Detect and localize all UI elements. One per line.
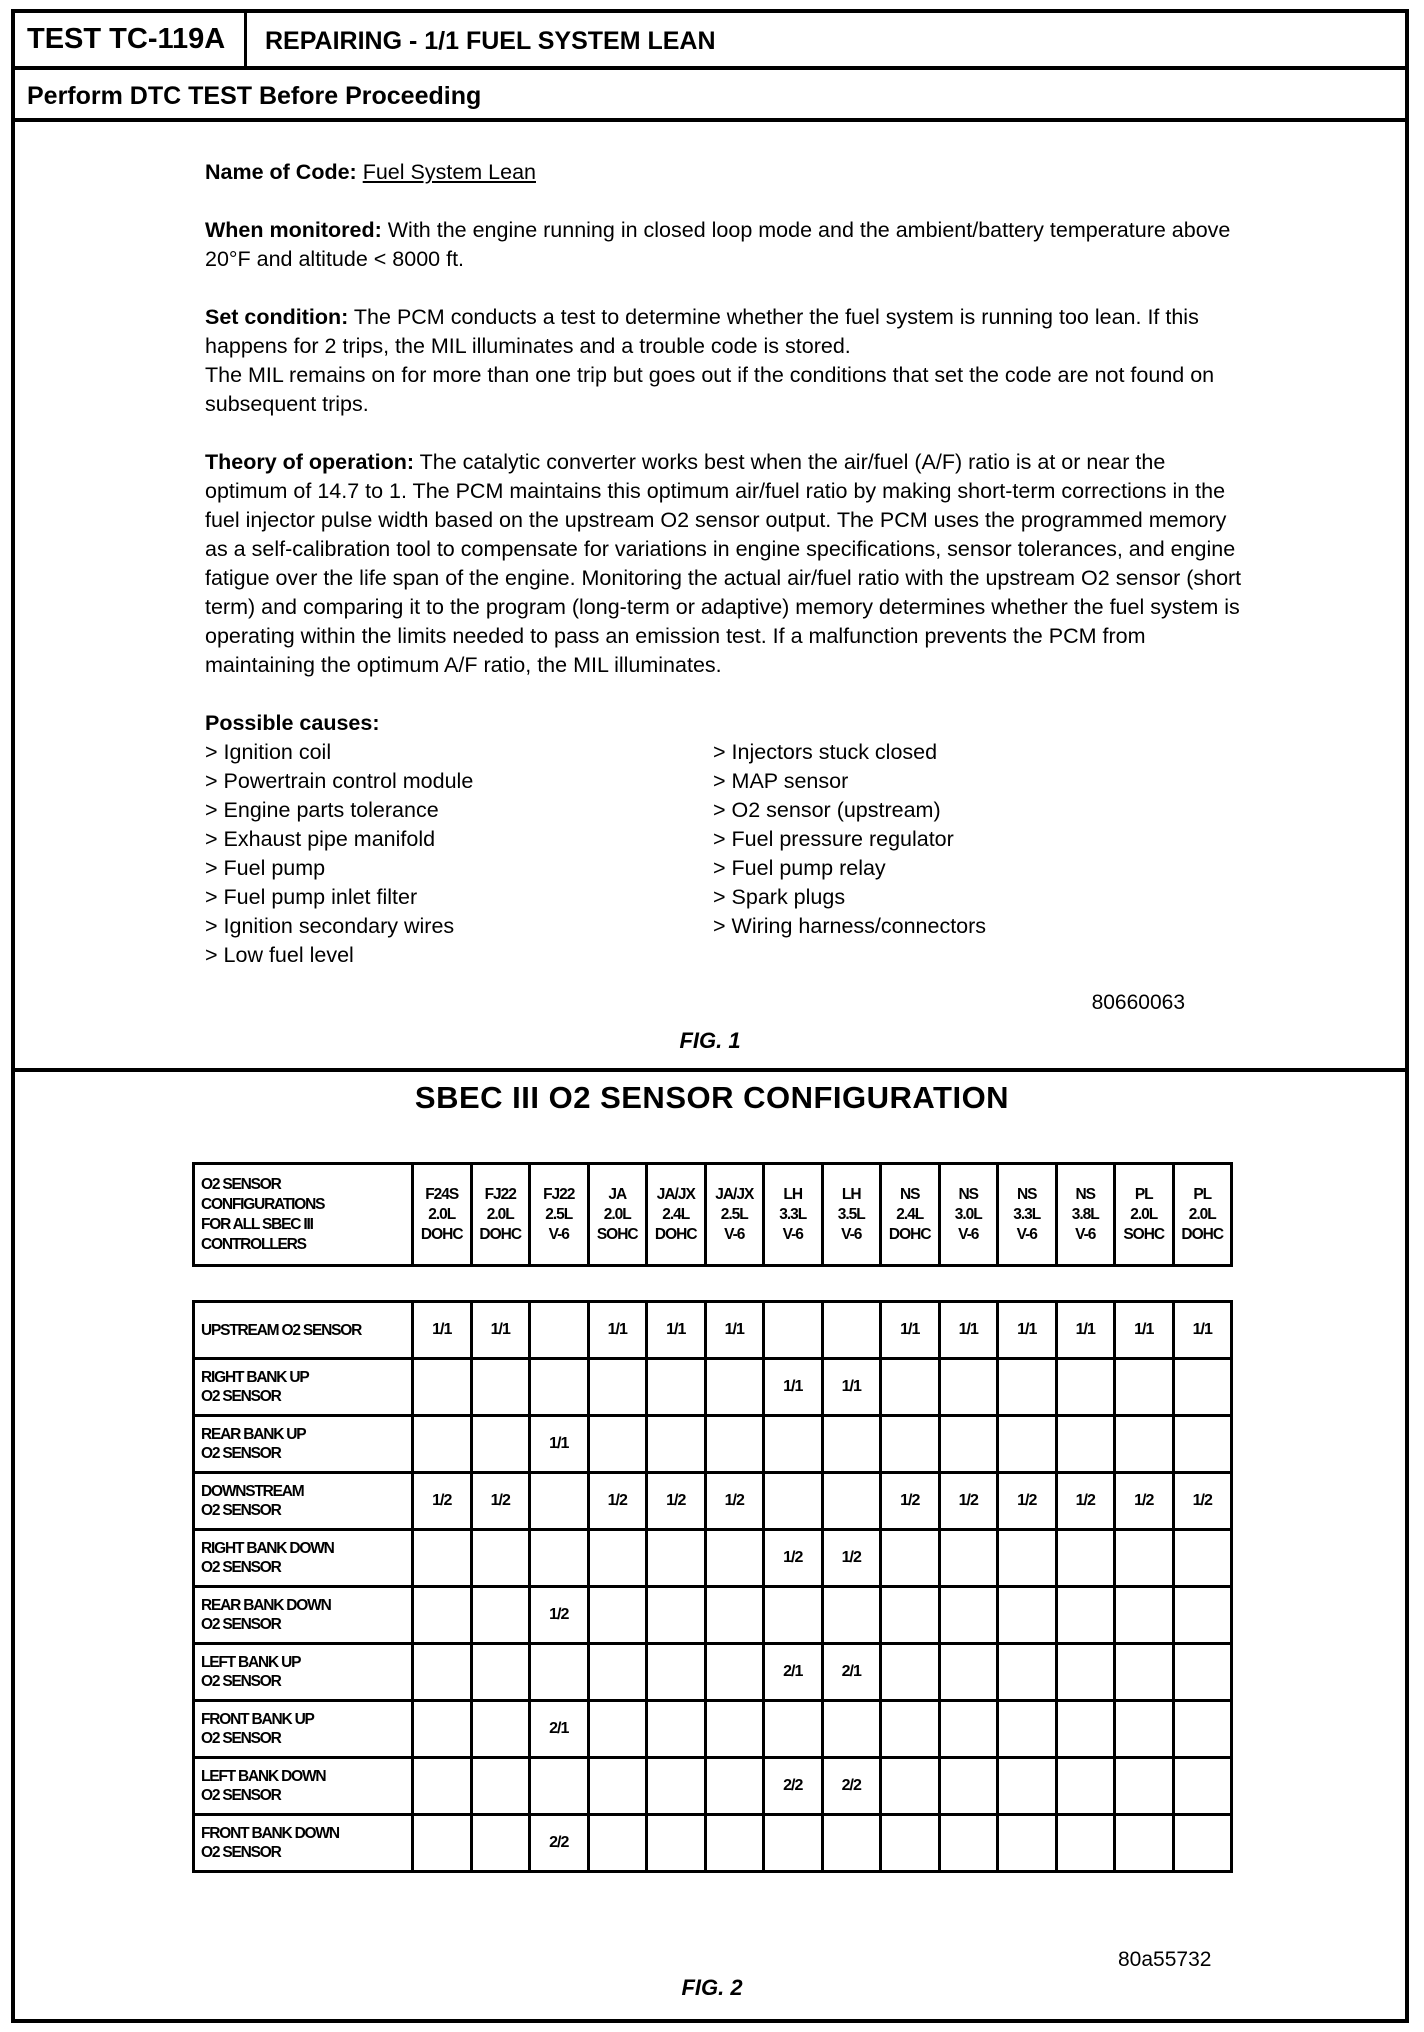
header-label-line: CONFIGURATIONS: [201, 1195, 325, 1213]
row-label: [194, 1359, 413, 1416]
row-label: [194, 1644, 413, 1701]
table-cell: [588, 1701, 647, 1758]
table-cell: [1056, 1530, 1115, 1587]
table-cell: 2/1: [764, 1644, 823, 1701]
causes-left-column: [205, 738, 473, 970]
cause-item: > Fuel pump relay: [713, 856, 886, 880]
when-monitored-text: With the engine running in closed loop mode and the ambient/battery temperature above 20°F and altitude < 8000 ft.: [205, 218, 1231, 271]
table-cell: [939, 1701, 998, 1758]
name-of-code: [205, 158, 1245, 187]
column-header: FJ22 2.5L V-6: [530, 1164, 589, 1266]
table-cell: 1/1: [705, 1302, 764, 1359]
table-cell: [530, 1758, 589, 1815]
row-label: [194, 1587, 413, 1644]
row-label-line: O2 SENSOR: [201, 1388, 281, 1405]
table-cell: [881, 1359, 940, 1416]
column-header: JA 2.0L SOHC: [588, 1164, 647, 1266]
column-header: NS 3.8L V-6: [1056, 1164, 1115, 1266]
row-label-line: O2 SENSOR: [201, 1730, 281, 1747]
table-cell: [1056, 1416, 1115, 1473]
table-cell: [471, 1530, 530, 1587]
set-condition-text-2: The MIL remains on for more than one trip but goes out if the conditions that set the code are not found on subsequent trips.: [205, 363, 1215, 416]
cause-item: > Spark plugs: [713, 885, 846, 909]
table-cell: 1/2: [588, 1473, 647, 1530]
table-cell: [588, 1587, 647, 1644]
table-cell: 1/2: [764, 1530, 823, 1587]
table-cell: [764, 1815, 823, 1872]
table-cell: 1/1: [998, 1302, 1057, 1359]
table-cell: [1173, 1701, 1232, 1758]
row-label-line: FRONT BANK UP: [201, 1711, 314, 1728]
table-cell: 1/2: [705, 1473, 764, 1530]
table-cell: 1/1: [413, 1302, 472, 1359]
table-row: [194, 1758, 1232, 1815]
table-cell: [1115, 1359, 1174, 1416]
theory-text: The catalytic converter works best when the air/fuel (A/F) ratio is at or near the optimum of 14.7 to 1. The PCM maintains this optimum air/fuel ratio by making short-term corrections in the fuel injector pulse width based on the upstream O2 sensor output. The PCM uses the programmed memory as a self-calibration tool to compensate for variations in engine specifications, sensor tolerances, and engine fatigue over the life span of the engine. Monitoring the actual air/fuel ratio with the upstream O2 sensor (short term) and comparing it to the program (long-term or adaptive) memory determines whether the fuel system is operating within the limits needed to pass an emission test. If a malfunction prevents the PCM from maintaining the optimum A/F ratio, the MIL illuminates.: [205, 450, 1242, 677]
table-cell: [1173, 1359, 1232, 1416]
table-cell: 1/2: [881, 1473, 940, 1530]
table-row: [194, 1815, 1232, 1872]
column-header: LH 3.5L V-6: [822, 1164, 881, 1266]
table-cell: [1056, 1701, 1115, 1758]
theory-label: Theory of operation:: [205, 450, 415, 474]
figure-1-label: FIG. 1: [679, 1028, 741, 1053]
table-cell: [647, 1587, 706, 1644]
table-cell: [764, 1416, 823, 1473]
table-cell: [705, 1701, 764, 1758]
table-cell: [1115, 1416, 1174, 1473]
table-cell: [1173, 1530, 1232, 1587]
set-condition: [205, 303, 1245, 419]
column-header: NS 3.3L V-6: [998, 1164, 1057, 1266]
table-cell: [998, 1701, 1057, 1758]
table-cell: 1/1: [764, 1359, 823, 1416]
table-cell: 1/2: [530, 1587, 589, 1644]
table-cell: [588, 1758, 647, 1815]
table-cell: 1/1: [939, 1302, 998, 1359]
table-cell: [764, 1473, 823, 1530]
row-label-line: O2 SENSOR: [201, 1787, 281, 1804]
table-row: [194, 1701, 1232, 1758]
row-label-line: RIGHT BANK UP: [201, 1369, 309, 1386]
table-cell: 1/1: [588, 1302, 647, 1359]
theory-of-operation: [205, 448, 1245, 680]
row-label: [194, 1416, 413, 1473]
table-cell: [881, 1758, 940, 1815]
cause-item: > Wiring harness/connectors: [713, 914, 987, 938]
table-row: [194, 1416, 1232, 1473]
row-label: [194, 1701, 413, 1758]
table-cell: [822, 1815, 881, 1872]
row-label-line: LEFT BANK UP: [201, 1654, 301, 1671]
table-cell: [471, 1416, 530, 1473]
table-cell: [530, 1302, 589, 1359]
row-label-line: UPSTREAM O2 SENSOR: [201, 1321, 362, 1339]
table-cell: [588, 1815, 647, 1872]
table-cell: [764, 1587, 823, 1644]
row-label-line: FRONT BANK DOWN: [201, 1825, 339, 1842]
row-label-line: O2 SENSOR: [201, 1844, 281, 1861]
figure-1-number: 80660063: [1091, 991, 1185, 1014]
table-cell: 1/2: [1056, 1473, 1115, 1530]
column-header-row: [194, 1164, 1232, 1266]
table-cell: [471, 1758, 530, 1815]
table-cell: [530, 1530, 589, 1587]
set-condition-label: Set condition:: [205, 305, 349, 329]
table-cell: [1173, 1644, 1232, 1701]
table-cell: 1/1: [530, 1416, 589, 1473]
when-monitored-label: When monitored:: [205, 218, 382, 242]
table-cell: 1/2: [1173, 1473, 1232, 1530]
table-cell: [705, 1815, 764, 1872]
table-cell: 1/2: [413, 1473, 472, 1530]
table-cell: [530, 1473, 589, 1530]
header-row: [15, 13, 1405, 70]
cause-item: > Engine parts tolerance: [205, 798, 439, 822]
table-cell: [413, 1587, 472, 1644]
table-cell: [1056, 1758, 1115, 1815]
table-cell: [705, 1587, 764, 1644]
table-row: [194, 1302, 1232, 1359]
table-cell: [413, 1701, 472, 1758]
table-cell: [764, 1701, 823, 1758]
table-cell: [588, 1359, 647, 1416]
row-label: [194, 1815, 413, 1872]
table-cell: [647, 1530, 706, 1587]
table-cell: 2/1: [530, 1701, 589, 1758]
table-cell: 1/1: [822, 1359, 881, 1416]
table-cell: [822, 1701, 881, 1758]
table-cell: [1115, 1530, 1174, 1587]
column-header: F24S 2.0L DOHC: [413, 1164, 472, 1266]
table-cell: [413, 1815, 472, 1872]
page-title: REPAIRING - 1/1 FUEL SYSTEM LEAN: [265, 27, 716, 55]
cause-item: > Low fuel level: [205, 943, 354, 967]
cause-item: > O2 sensor (upstream): [713, 798, 941, 822]
table-cell: [647, 1815, 706, 1872]
table-cell: 2/2: [530, 1815, 589, 1872]
row-label-line: O2 SENSOR: [201, 1673, 281, 1690]
table-cell: [998, 1416, 1057, 1473]
table-cell: [1056, 1359, 1115, 1416]
table-cell: [705, 1359, 764, 1416]
table-cell: 2/2: [764, 1758, 823, 1815]
possible-causes-list: [205, 738, 1245, 978]
cause-item: > MAP sensor: [713, 769, 849, 793]
table-cell: [881, 1701, 940, 1758]
table-cell: [822, 1302, 881, 1359]
cause-item: > Exhaust pipe manifold: [205, 827, 436, 851]
table-cell: [881, 1416, 940, 1473]
column-header: NS 2.4L DOHC: [881, 1164, 940, 1266]
row-label: [194, 1302, 413, 1359]
table-cell: [413, 1416, 472, 1473]
table-cell: 1/2: [1115, 1473, 1174, 1530]
table-cell: [647, 1701, 706, 1758]
sensor-config-header-table: [192, 1162, 1233, 1267]
column-header: LH 3.3L V-6: [764, 1164, 823, 1266]
table-cell: [413, 1530, 472, 1587]
table-cell: [705, 1530, 764, 1587]
table-cell: [881, 1815, 940, 1872]
table-cell: [998, 1815, 1057, 1872]
row-label-line: REAR BANK DOWN: [201, 1597, 331, 1614]
name-of-code-value: Fuel System Lean: [362, 160, 536, 184]
table-cell: [822, 1587, 881, 1644]
column-header: PL 2.0L SOHC: [1115, 1164, 1174, 1266]
table-cell: [1056, 1815, 1115, 1872]
cause-item: > Fuel pump inlet filter: [205, 885, 418, 909]
table-cell: [588, 1644, 647, 1701]
set-condition-text: The PCM conducts a test to determine whether the fuel system is running too lean. If this happens for 2 trips, the MIL illuminates and a trouble code is stored.: [205, 305, 1199, 358]
table-cell: 1/2: [822, 1530, 881, 1587]
table-cell: [530, 1359, 589, 1416]
cause-item: > Ignition secondary wires: [205, 914, 455, 938]
table-cell: [939, 1644, 998, 1701]
row-label-line: O2 SENSOR: [201, 1559, 281, 1576]
causes-right-column: [713, 738, 986, 941]
cause-item: > Ignition coil: [205, 740, 332, 764]
column-header: PL 2.0L DOHC: [1173, 1164, 1232, 1266]
table-cell: [822, 1416, 881, 1473]
cause-item: > Powertrain control module: [205, 769, 474, 793]
code-description: [205, 158, 1245, 978]
table-cell: [998, 1644, 1057, 1701]
table-cell: [413, 1644, 472, 1701]
table-cell: [939, 1359, 998, 1416]
test-id: TEST TC-119A: [15, 13, 247, 66]
column-header: JA/JX 2.4L DOHC: [647, 1164, 706, 1266]
table-cell: [1056, 1644, 1115, 1701]
table-cell: [822, 1473, 881, 1530]
sensor-config-body: [194, 1302, 1232, 1872]
header-label-line: FOR ALL SBEC III: [201, 1215, 313, 1233]
table-cell: [881, 1644, 940, 1701]
table-cell: 1/1: [647, 1302, 706, 1359]
column-header: FJ22 2.0L DOHC: [471, 1164, 530, 1266]
table-cell: [1115, 1644, 1174, 1701]
table-cell: [1115, 1701, 1174, 1758]
row-label: [194, 1758, 413, 1815]
row-label-line: REAR BANK UP: [201, 1426, 306, 1443]
row-label-line: RIGHT BANK DOWN: [201, 1540, 334, 1557]
instruction-text: Perform DTC TEST Before Proceeding: [27, 82, 482, 110]
table-cell: [1115, 1587, 1174, 1644]
table-cell: [471, 1701, 530, 1758]
table-cell: 1/1: [881, 1302, 940, 1359]
figure-2-label: FIG. 2: [681, 1975, 743, 2000]
table-cell: [647, 1758, 706, 1815]
table-cell: [998, 1359, 1057, 1416]
figure-2-title: SBEC III O2 SENSOR CONFIGURATION: [414, 1080, 1010, 1115]
table-cell: [1115, 1758, 1174, 1815]
column-header: JA/JX 2.5L V-6: [705, 1164, 764, 1266]
table-cell: 1/2: [647, 1473, 706, 1530]
table-row: [194, 1644, 1232, 1701]
table-cell: [939, 1587, 998, 1644]
row-label: [194, 1530, 413, 1587]
table-cell: 1/1: [471, 1302, 530, 1359]
table-cell: [471, 1359, 530, 1416]
table-cell: [939, 1815, 998, 1872]
table-cell: 1/1: [1056, 1302, 1115, 1359]
sensor-config-table: [192, 1300, 1233, 1873]
table-cell: [530, 1644, 589, 1701]
table-cell: [1173, 1815, 1232, 1872]
subheader-row: [15, 70, 1405, 122]
table-cell: 1/2: [939, 1473, 998, 1530]
table-cell: [588, 1530, 647, 1587]
table-cell: [413, 1758, 472, 1815]
table-cell: 1/1: [1115, 1302, 1174, 1359]
cause-item: > Injectors stuck closed: [713, 740, 938, 764]
when-monitored: [205, 216, 1245, 274]
table-cell: [705, 1416, 764, 1473]
table-cell: [471, 1644, 530, 1701]
table-cell: [1173, 1416, 1232, 1473]
header-label-line: O2 SENSOR: [201, 1175, 281, 1193]
row-label-line: O2 SENSOR: [201, 1502, 281, 1519]
row-label-line: O2 SENSOR: [201, 1616, 281, 1633]
table-cell: [1056, 1587, 1115, 1644]
table-cell: [998, 1530, 1057, 1587]
table-cell: [647, 1359, 706, 1416]
table-cell: 1/2: [998, 1473, 1057, 1530]
table-header-label: [194, 1164, 413, 1266]
cause-item: > Fuel pump: [205, 856, 326, 880]
table-cell: [647, 1644, 706, 1701]
table-cell: [705, 1644, 764, 1701]
row-label-line: LEFT BANK DOWN: [201, 1768, 326, 1785]
table-cell: [471, 1587, 530, 1644]
table-cell: [647, 1416, 706, 1473]
table-cell: 2/1: [822, 1644, 881, 1701]
column-header: NS 3.0L V-6: [939, 1164, 998, 1266]
table-row: [194, 1473, 1232, 1530]
header-label-line: CONTROLLERS: [201, 1235, 306, 1253]
table-cell: 2/2: [822, 1758, 881, 1815]
figure-1-panel: [15, 122, 1405, 1072]
table-row: [194, 1359, 1232, 1416]
table-cell: 1/1: [1173, 1302, 1232, 1359]
table-cell: [1173, 1587, 1232, 1644]
table-cell: [939, 1416, 998, 1473]
table-cell: [881, 1530, 940, 1587]
table-cell: 1/2: [471, 1473, 530, 1530]
name-of-code-label: Name of Code:: [205, 160, 357, 184]
possible-causes-label: Possible causes:: [205, 711, 380, 735]
row-label-line: O2 SENSOR: [201, 1445, 281, 1462]
table-cell: [471, 1815, 530, 1872]
table-cell: [939, 1530, 998, 1587]
table-cell: [413, 1359, 472, 1416]
table-cell: [588, 1416, 647, 1473]
row-label-line: DOWNSTREAM: [201, 1483, 304, 1500]
table-cell: [939, 1758, 998, 1815]
row-label: [194, 1473, 413, 1530]
table-cell: [1173, 1758, 1232, 1815]
table-cell: [998, 1587, 1057, 1644]
table-cell: [764, 1302, 823, 1359]
table-cell: [705, 1758, 764, 1815]
table-row: [194, 1530, 1232, 1587]
cause-item: > Fuel pressure regulator: [713, 827, 954, 851]
table-cell: [998, 1758, 1057, 1815]
table-cell: [881, 1587, 940, 1644]
figure-2-number: 80a55732: [1118, 1948, 1212, 1971]
table-cell: [1115, 1815, 1174, 1872]
table-row: [194, 1587, 1232, 1644]
